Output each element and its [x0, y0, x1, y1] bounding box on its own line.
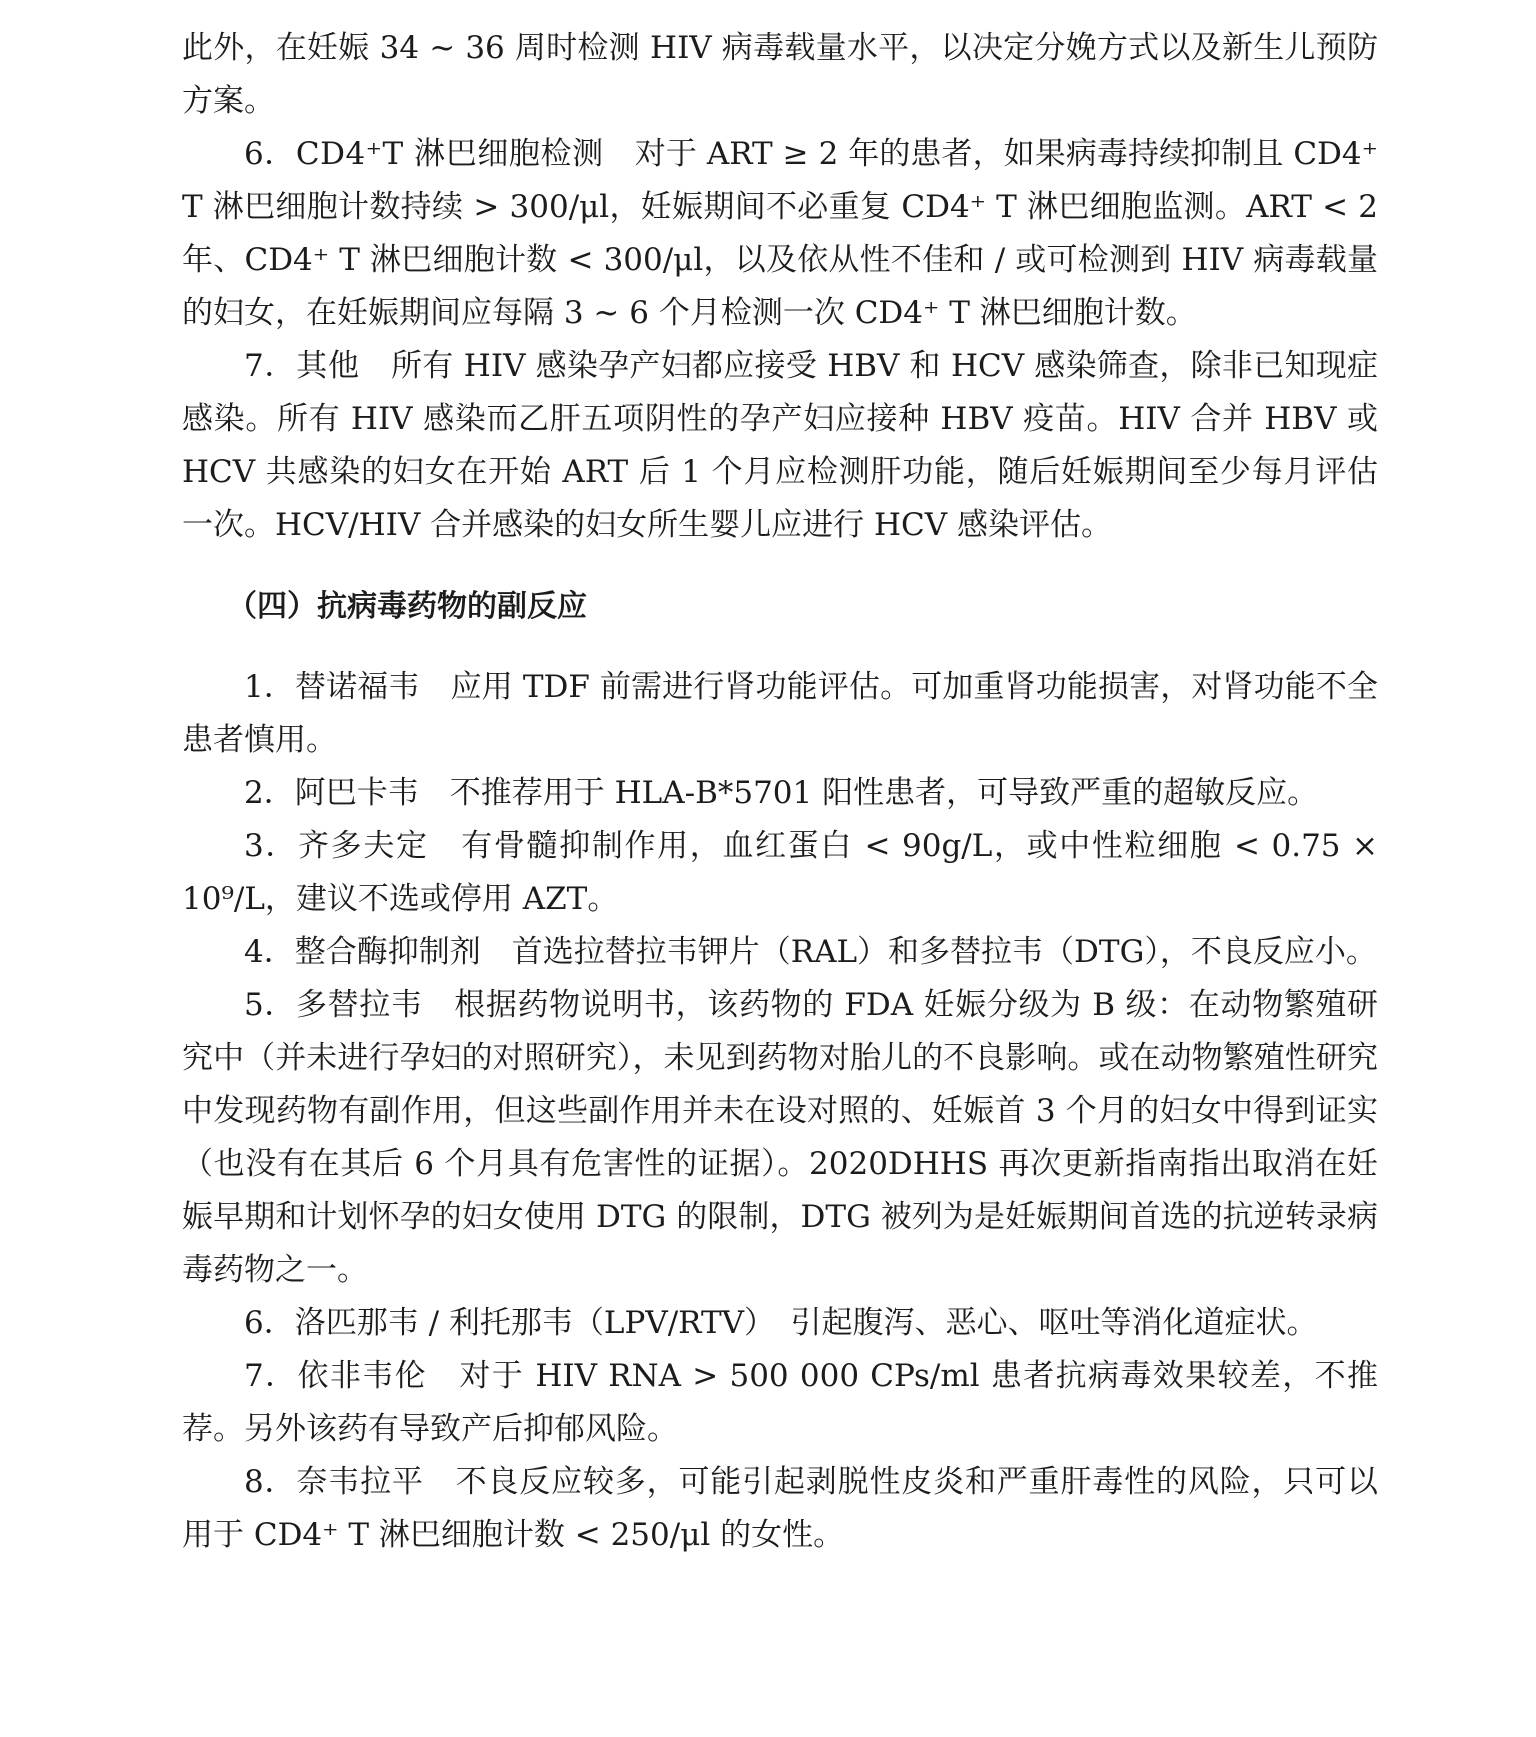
item-body: 对于 HIV RNA > 500 000 CPs/ml 患者抗病毒效果较差，不推荐。另外该药有导致产后抑郁风险。 — [182, 1358, 1379, 1447]
paragraph-other-screening — [182, 340, 1378, 552]
item-lead: 7．其他 — [244, 348, 360, 384]
list-item — [182, 820, 1378, 926]
item-body: 不推荐用于 HLA-B*5701 阳性患者，可导致严重的超敏反应。 — [449, 775, 1319, 811]
list-item — [182, 767, 1378, 820]
item-lead: 4．整合酶抑制剂 — [244, 934, 481, 970]
item-body: 不良反应较多，可能引起剥脱性皮炎和严重肝毒性的风险，只可以用于 CD4⁺ T 淋巴细胞计数 < 250/μl 的女性。 — [182, 1464, 1379, 1553]
item-lead: 8．奈韦拉平 — [244, 1464, 424, 1500]
item-lead: 5．多替拉韦 — [244, 987, 423, 1023]
item-lead: 2．阿巴卡韦 — [244, 775, 419, 811]
item-lead: 6．CD4⁺T 淋巴细胞检测 — [244, 136, 604, 172]
item-body: 应用 TDF 前需进行肾功能评估。可加重肾功能损害，对肾功能不全患者慎用。 — [182, 669, 1378, 758]
list-item — [182, 1350, 1378, 1456]
list-item — [182, 926, 1378, 979]
item-body: 引起腹泻、恶心、呕吐等消化道症状。 — [790, 1305, 1318, 1341]
section-heading: （四）抗病毒药物的副反应 — [227, 589, 587, 624]
item-body: 对于 ART ≥ 2 年的患者，如果病毒持续抑制且 CD4⁺ T 淋巴细胞计数持续 > 300/μl，妊娠期间不必重复 CD4⁺ T 淋巴细胞监测。ART < 2 年、CD4⁺ T 淋巴细胞计数 < 300/μl，以及依从性不佳和 / 或可检测到 HIV 病毒载量的妇女，在妊娠期间应每隔 3 ~ 6 个月检测一次 CD4⁺ T 淋巴细胞计数。 — [182, 136, 1378, 331]
item-body: 首选拉替拉韦钾片（RAL）和多替拉韦（DTG），不良反应小。 — [511, 934, 1377, 970]
item-lead: 3．齐多夫定 — [244, 828, 429, 864]
item-lead: 1．替诺福韦 — [244, 669, 420, 705]
item-lead: 7．依非韦伦 — [244, 1358, 427, 1394]
paragraph-prenatal-viral-load: 此外，在妊娠 34 ~ 36 周时检测 HIV 病毒载量水平，以决定分娩方式以及新生儿预防方案。 — [182, 30, 1378, 119]
list-item — [182, 979, 1378, 1297]
item-body: 有骨髓抑制作用，血红蛋白 < 90g/L，或中性粒细胞 < 0.75 × 10⁹/L，建议不选或停用 AZT。 — [182, 828, 1378, 917]
document-page — [182, 22, 1378, 1562]
item-body: 所有 HIV 感染孕产妇都应接受 HBV 和 HCV 感染筛查，除非已知现症感染。所有 HIV 感染而乙肝五项阴性的孕产妇应接种 HBV 疫苗。HIV 合并 HBV 或 HCV 共感染的妇女在开始 ART 后 1 个月应检测肝功能，随后妊娠期间至少每月评估一次。HCV/HIV 合并感染的妇女所生婴儿应进行 HCV 感染评估。 — [182, 348, 1378, 543]
paragraph-cd4-testing — [182, 128, 1378, 340]
list-item — [182, 661, 1378, 767]
list-item — [182, 1456, 1378, 1562]
item-lead: 6．洛匹那韦 / 利托那韦（LPV/RTV） — [244, 1305, 760, 1341]
list-item — [182, 1297, 1378, 1350]
item-body: 根据药物说明书，该药物的 FDA 妊娠分级为 B 级：在动物繁殖研究中（并未进行孕妇的对照研究），未见到药物对胎儿的不良影响。或在动物繁殖性研究中发现药物有副作用，但这些副作用并未在设对照的、妊娠首 3 个月的妇女中得到证实（也没有在其后 6 个月具有危害性的证据）。2020DHHS 再次更新指南指出取消在妊娠早期和计划怀孕的妇女使用 DTG 的限制，DTG 被列为是妊娠期间首选的抗逆转录病毒药物之一。 — [182, 987, 1378, 1288]
